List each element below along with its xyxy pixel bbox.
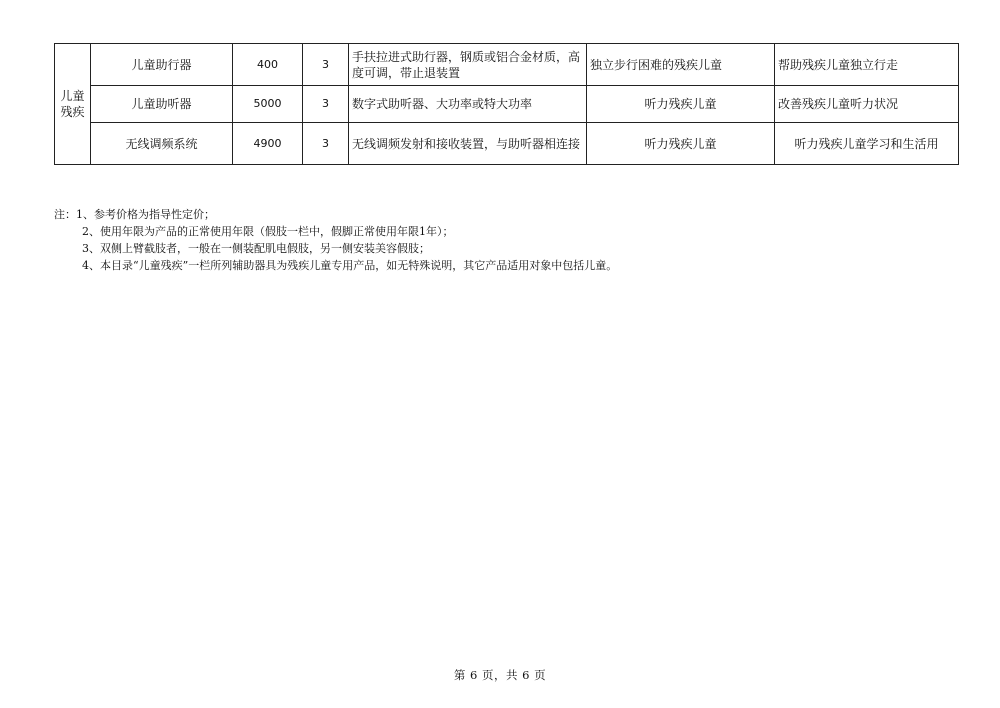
service-years: 3 (303, 86, 349, 123)
target-users: 听力残疾儿童 (587, 123, 775, 165)
note-line: 4、本目录“儿童残疾”一栏所列辅助器具为残疾儿童专用产品，如无特殊说明，其它产品适用对象中包括儿童。 (82, 259, 618, 272)
product-purpose: 听力残疾儿童学习和生活用 (775, 123, 959, 165)
note-line: 2、使用年限为产品的正常使用年限（假肢一栏中，假脚正常使用年限1年）； (82, 225, 454, 238)
reference-price: 5000 (233, 86, 303, 123)
note-line: 3、双侧上臂截肢者，一般在一侧装配肌电假肢，另一侧安装美容假肢； (82, 242, 430, 255)
assistive-device-table (54, 43, 959, 165)
product-name: 儿童助听器 (91, 86, 233, 123)
table-row (55, 44, 959, 86)
product-description: 无线调频发射和接收装置，与助听器相连接 (349, 123, 587, 165)
group-label: 儿童残疾 (55, 44, 91, 165)
product-purpose: 改善残疾儿童听力状况 (775, 86, 959, 123)
reference-price: 4900 (233, 123, 303, 165)
target-users: 听力残疾儿童 (587, 86, 775, 123)
table-row (55, 123, 959, 165)
service-years: 3 (303, 44, 349, 86)
target-users: 独立步行困难的残疾儿童 (587, 44, 775, 86)
notes-section (54, 206, 617, 274)
product-name: 无线调频系统 (91, 123, 233, 165)
note-line: 注：1、参考价格为指导性定价； (54, 208, 215, 221)
page-number: 第 6 页，共 6 页 (453, 668, 547, 682)
table-row (55, 86, 959, 123)
product-description: 数字式助听器、大功率或特大功率 (349, 86, 587, 123)
product-name: 儿童助行器 (91, 44, 233, 86)
product-purpose: 帮助残疾儿童独立行走 (775, 44, 959, 86)
product-description: 手扶拉进式助行器，钢质或铝合金材质，高度可调，带止退装置 (349, 44, 587, 86)
service-years: 3 (303, 123, 349, 165)
reference-price: 400 (233, 44, 303, 86)
